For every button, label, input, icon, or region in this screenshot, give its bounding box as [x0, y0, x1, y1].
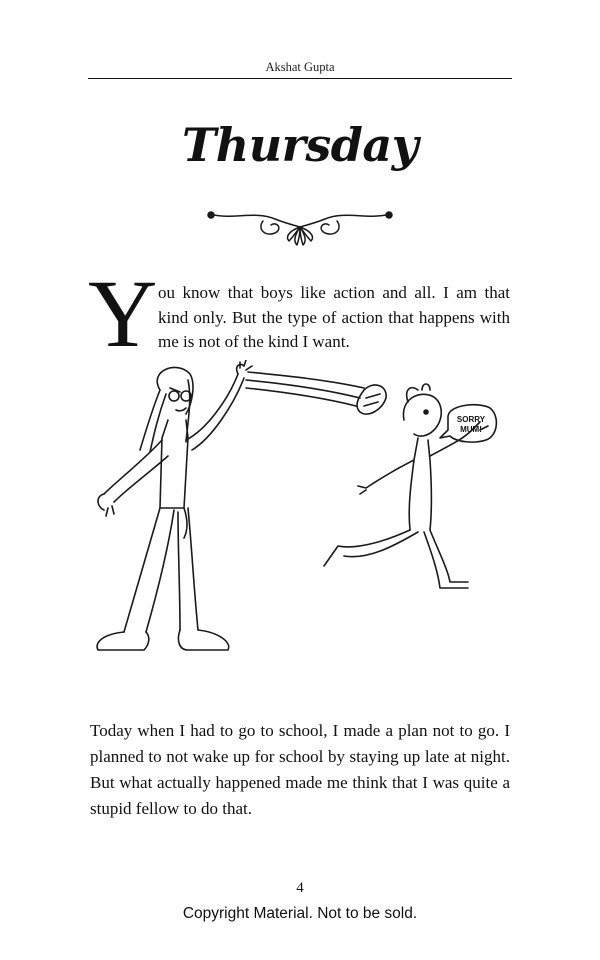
throwing-person-figure [97, 360, 252, 650]
motion-lines [246, 372, 364, 406]
header-rule [88, 78, 512, 79]
intro-paragraph: ou know that boys like action and all. I am that kind only. But the type of action that happens with me is not of the kind I want. [158, 283, 510, 351]
copyright-notice: Copyright Material. Not to be sold. [182, 905, 418, 922]
speech-bubble-text-line1: SORRY [456, 415, 486, 424]
page-number: 4 [296, 880, 304, 896]
thrown-object [357, 385, 386, 414]
running-header: Akshat Gupta [265, 60, 335, 74]
speech-bubble-text-line2: MUM! [460, 425, 482, 434]
drop-cap: Y [88, 260, 158, 367]
cartoon-illustration [88, 360, 518, 660]
body-paragraph: Today when I had to go to school, I made a plan not to go. I planned to not wake up for school by staying up late at night. But what actually happened made me think that I was quite a stupid fellow to do that. [90, 721, 510, 818]
chapter-title: Thursday [182, 118, 418, 172]
flourish-ornament-icon [205, 205, 395, 249]
